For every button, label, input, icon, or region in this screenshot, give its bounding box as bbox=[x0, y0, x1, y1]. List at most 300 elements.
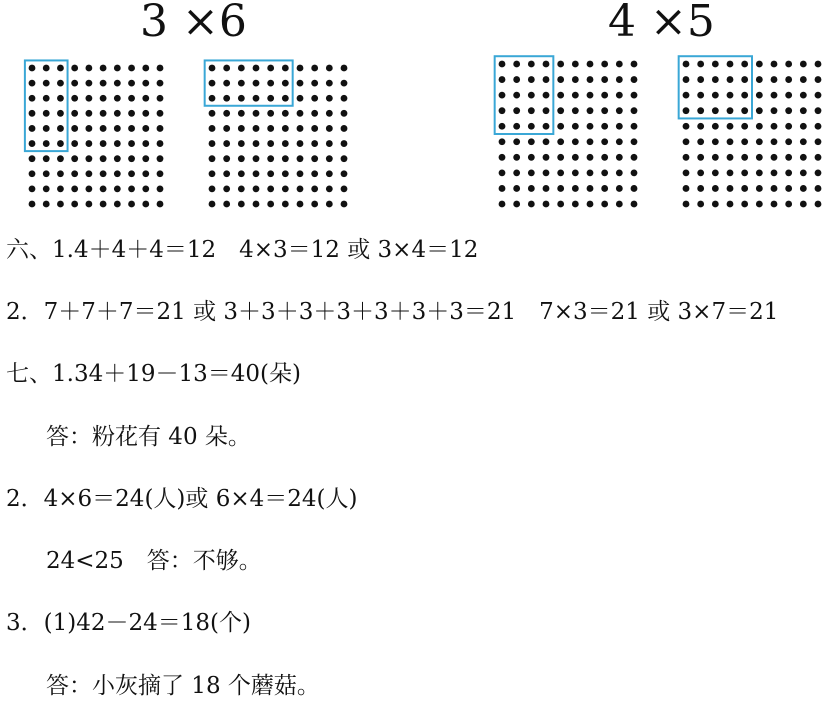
dot bbox=[513, 92, 520, 99]
dot bbox=[712, 138, 719, 145]
dot bbox=[785, 201, 792, 208]
dot bbox=[587, 185, 594, 192]
dot bbox=[100, 110, 107, 117]
dot bbox=[697, 169, 704, 176]
dot bbox=[297, 80, 304, 87]
dot bbox=[616, 76, 623, 83]
dot bbox=[557, 107, 564, 114]
dot bbox=[157, 185, 164, 192]
dot bbox=[557, 76, 564, 83]
dot bbox=[499, 107, 506, 114]
dot bbox=[29, 65, 36, 72]
dot bbox=[785, 92, 792, 99]
dot bbox=[727, 201, 734, 208]
dot bbox=[311, 185, 318, 192]
dot bbox=[499, 169, 506, 176]
dot bbox=[142, 95, 149, 102]
dot bbox=[43, 155, 50, 162]
dot bbox=[741, 185, 748, 192]
dot bbox=[616, 61, 623, 68]
dot bbox=[601, 92, 608, 99]
dot bbox=[29, 80, 36, 87]
dot bbox=[57, 65, 64, 72]
dot bbox=[223, 140, 230, 147]
dot bbox=[543, 185, 550, 192]
dot-array-4x5-columns bbox=[496, 58, 640, 210]
dot bbox=[616, 138, 623, 145]
dot bbox=[683, 169, 690, 176]
dot bbox=[326, 201, 333, 208]
dot bbox=[157, 125, 164, 132]
dot bbox=[43, 95, 50, 102]
dot bbox=[587, 76, 594, 83]
dot bbox=[756, 138, 763, 145]
dot bbox=[727, 185, 734, 192]
dot bbox=[712, 76, 719, 83]
answer-6-2: 2．7＋7＋7＝21 或 3＋3＋3＋3＋3＋3＋3＝21 7×3＝21 或 3×7＝21 bbox=[6, 299, 779, 325]
dot bbox=[756, 154, 763, 161]
dot bbox=[311, 80, 318, 87]
dot bbox=[712, 107, 719, 114]
dot bbox=[727, 138, 734, 145]
dot bbox=[297, 155, 304, 162]
dot bbox=[282, 185, 289, 192]
dot bbox=[616, 92, 623, 99]
dot bbox=[223, 125, 230, 132]
dot bbox=[114, 185, 121, 192]
dot bbox=[572, 185, 579, 192]
dot bbox=[223, 80, 230, 87]
dot bbox=[712, 154, 719, 161]
dot bbox=[209, 110, 216, 117]
dot bbox=[513, 138, 520, 145]
dot bbox=[741, 169, 748, 176]
dot bbox=[543, 92, 550, 99]
dot bbox=[238, 65, 245, 72]
dot bbox=[572, 107, 579, 114]
dot bbox=[616, 201, 623, 208]
dot bbox=[57, 125, 64, 132]
dot bbox=[253, 80, 260, 87]
dot bbox=[513, 76, 520, 83]
dot bbox=[253, 110, 260, 117]
dot bbox=[815, 138, 822, 145]
dot bbox=[771, 201, 778, 208]
dot bbox=[771, 61, 778, 68]
dot bbox=[223, 110, 230, 117]
dot bbox=[209, 140, 216, 147]
dot bbox=[727, 61, 734, 68]
dot bbox=[142, 80, 149, 87]
dot bbox=[114, 155, 121, 162]
dot bbox=[267, 185, 274, 192]
dot bbox=[85, 185, 92, 192]
dot bbox=[128, 170, 135, 177]
dot bbox=[727, 92, 734, 99]
dot bbox=[712, 201, 719, 208]
dot bbox=[29, 125, 36, 132]
dot bbox=[71, 125, 78, 132]
dot bbox=[631, 123, 638, 130]
dot bbox=[157, 110, 164, 117]
dot bbox=[499, 201, 506, 208]
dot bbox=[543, 169, 550, 176]
dot bbox=[142, 65, 149, 72]
dot bbox=[238, 95, 245, 102]
dot bbox=[209, 170, 216, 177]
dot bbox=[253, 201, 260, 208]
dot bbox=[528, 92, 535, 99]
dot bbox=[543, 76, 550, 83]
dot bbox=[142, 155, 149, 162]
dot bbox=[631, 61, 638, 68]
dot bbox=[683, 138, 690, 145]
dot bbox=[57, 95, 64, 102]
dot bbox=[815, 169, 822, 176]
dot bbox=[601, 185, 608, 192]
dot bbox=[499, 138, 506, 145]
dot bbox=[157, 201, 164, 208]
dot bbox=[297, 125, 304, 132]
dot bbox=[29, 95, 36, 102]
dot bbox=[557, 61, 564, 68]
dot bbox=[43, 201, 50, 208]
dot bbox=[85, 110, 92, 117]
dot-array-4x5-rows bbox=[680, 58, 824, 210]
dot bbox=[513, 154, 520, 161]
dot bbox=[311, 125, 318, 132]
dot bbox=[209, 125, 216, 132]
dot bbox=[282, 140, 289, 147]
dot bbox=[223, 95, 230, 102]
answer-7-2: 2．4×6＝24(人)或 6×4＝24(人) bbox=[6, 486, 358, 512]
dot bbox=[631, 92, 638, 99]
dot bbox=[57, 201, 64, 208]
dot bbox=[267, 110, 274, 117]
dot bbox=[100, 170, 107, 177]
dot bbox=[771, 138, 778, 145]
dot bbox=[631, 76, 638, 83]
answer-7-3: 3．(1)42－24＝18(个) bbox=[6, 610, 251, 636]
dot bbox=[100, 185, 107, 192]
dot bbox=[499, 92, 506, 99]
dot bbox=[238, 155, 245, 162]
dot bbox=[311, 140, 318, 147]
dot bbox=[267, 201, 274, 208]
dot bbox=[557, 123, 564, 130]
dot bbox=[326, 185, 333, 192]
dot bbox=[587, 154, 594, 161]
dot bbox=[727, 169, 734, 176]
answer-7-2-reply: 24<25 答：不够。 bbox=[46, 548, 262, 574]
dot bbox=[631, 107, 638, 114]
dot bbox=[727, 154, 734, 161]
dot bbox=[114, 125, 121, 132]
dot bbox=[57, 140, 64, 147]
dot bbox=[282, 155, 289, 162]
dot bbox=[572, 76, 579, 83]
dot bbox=[741, 138, 748, 145]
dot bbox=[100, 201, 107, 208]
dot bbox=[253, 170, 260, 177]
dot bbox=[311, 201, 318, 208]
dot bbox=[543, 154, 550, 161]
dot bbox=[785, 185, 792, 192]
dot bbox=[100, 140, 107, 147]
dot bbox=[683, 107, 690, 114]
dot bbox=[238, 80, 245, 87]
dot bbox=[341, 185, 348, 192]
dot bbox=[528, 76, 535, 83]
dot bbox=[727, 123, 734, 130]
dot bbox=[741, 123, 748, 130]
dot bbox=[572, 201, 579, 208]
dot bbox=[29, 170, 36, 177]
dot bbox=[513, 201, 520, 208]
dot bbox=[528, 107, 535, 114]
dot bbox=[341, 110, 348, 117]
dot bbox=[771, 107, 778, 114]
dot bbox=[528, 154, 535, 161]
dot bbox=[601, 169, 608, 176]
dot bbox=[697, 76, 704, 83]
dot bbox=[815, 92, 822, 99]
highlight-box bbox=[205, 60, 293, 105]
answer-6-1: 六、1.4＋4＋4＝12 4×3＝12 或 3×4＝12 bbox=[6, 237, 479, 263]
dot bbox=[572, 138, 579, 145]
dot bbox=[771, 185, 778, 192]
dot bbox=[297, 185, 304, 192]
dot bbox=[238, 185, 245, 192]
dot bbox=[341, 80, 348, 87]
dot bbox=[326, 125, 333, 132]
dot bbox=[253, 95, 260, 102]
dot bbox=[253, 65, 260, 72]
dot bbox=[712, 61, 719, 68]
dot bbox=[128, 65, 135, 72]
dot bbox=[267, 125, 274, 132]
dot bbox=[587, 123, 594, 130]
dot bbox=[543, 107, 550, 114]
dot bbox=[311, 110, 318, 117]
dot bbox=[697, 201, 704, 208]
dot bbox=[267, 95, 274, 102]
dot bbox=[513, 107, 520, 114]
dot bbox=[543, 201, 550, 208]
dot bbox=[223, 201, 230, 208]
dot bbox=[282, 201, 289, 208]
dot bbox=[756, 185, 763, 192]
dot bbox=[85, 201, 92, 208]
dot bbox=[128, 95, 135, 102]
dot bbox=[815, 185, 822, 192]
dot bbox=[311, 65, 318, 72]
dot bbox=[85, 140, 92, 147]
dot bbox=[741, 154, 748, 161]
dot bbox=[297, 201, 304, 208]
dot bbox=[157, 65, 164, 72]
dot bbox=[631, 185, 638, 192]
dot bbox=[741, 201, 748, 208]
dot bbox=[631, 154, 638, 161]
dot bbox=[311, 170, 318, 177]
dot bbox=[601, 76, 608, 83]
dot bbox=[71, 201, 78, 208]
dot bbox=[71, 65, 78, 72]
dot bbox=[683, 154, 690, 161]
dot bbox=[587, 92, 594, 99]
dot bbox=[785, 154, 792, 161]
dot bbox=[756, 76, 763, 83]
dot bbox=[756, 169, 763, 176]
dot bbox=[785, 123, 792, 130]
dot bbox=[223, 155, 230, 162]
dot bbox=[631, 201, 638, 208]
dot bbox=[601, 107, 608, 114]
dot bbox=[513, 61, 520, 68]
dot bbox=[157, 95, 164, 102]
dot bbox=[528, 61, 535, 68]
dot bbox=[71, 170, 78, 177]
dot bbox=[100, 80, 107, 87]
dot bbox=[341, 155, 348, 162]
dot bbox=[128, 125, 135, 132]
dot bbox=[499, 123, 506, 130]
dot bbox=[800, 201, 807, 208]
dot bbox=[601, 154, 608, 161]
dot bbox=[712, 92, 719, 99]
dot bbox=[771, 76, 778, 83]
dot bbox=[499, 154, 506, 161]
dot bbox=[71, 110, 78, 117]
dot bbox=[297, 110, 304, 117]
dot bbox=[683, 201, 690, 208]
dot bbox=[238, 170, 245, 177]
dot bbox=[43, 170, 50, 177]
dot bbox=[100, 65, 107, 72]
dot bbox=[142, 110, 149, 117]
dot bbox=[528, 201, 535, 208]
dot bbox=[815, 154, 822, 161]
dot bbox=[557, 154, 564, 161]
dot bbox=[528, 138, 535, 145]
dot bbox=[341, 170, 348, 177]
dot bbox=[631, 169, 638, 176]
dot bbox=[326, 95, 333, 102]
dot bbox=[128, 110, 135, 117]
dot bbox=[157, 155, 164, 162]
dot bbox=[543, 61, 550, 68]
dot bbox=[100, 155, 107, 162]
answer-7-1: 七、1.34＋19－13＝40(朵) bbox=[6, 361, 301, 387]
dot bbox=[114, 80, 121, 87]
dot bbox=[683, 185, 690, 192]
dot bbox=[800, 61, 807, 68]
dot bbox=[43, 125, 50, 132]
dot bbox=[223, 170, 230, 177]
dot bbox=[238, 201, 245, 208]
dot bbox=[528, 185, 535, 192]
dot bbox=[142, 201, 149, 208]
dot bbox=[572, 123, 579, 130]
dot bbox=[209, 95, 216, 102]
dot bbox=[282, 65, 289, 72]
dot bbox=[57, 170, 64, 177]
dot bbox=[741, 76, 748, 83]
dot bbox=[712, 169, 719, 176]
dot bbox=[528, 123, 535, 130]
dot bbox=[29, 110, 36, 117]
dot bbox=[815, 76, 822, 83]
highlight-box bbox=[25, 60, 68, 151]
dot bbox=[341, 125, 348, 132]
dot bbox=[100, 95, 107, 102]
dot bbox=[528, 169, 535, 176]
dot bbox=[267, 155, 274, 162]
dot bbox=[697, 154, 704, 161]
dot bbox=[683, 123, 690, 130]
dot bbox=[71, 155, 78, 162]
dot bbox=[616, 169, 623, 176]
dot bbox=[771, 169, 778, 176]
dot bbox=[712, 185, 719, 192]
dot bbox=[513, 123, 520, 130]
dot bbox=[209, 155, 216, 162]
dot bbox=[341, 65, 348, 72]
dot bbox=[157, 80, 164, 87]
dot bbox=[29, 155, 36, 162]
dot bbox=[601, 61, 608, 68]
dot bbox=[128, 80, 135, 87]
dot bbox=[697, 61, 704, 68]
dot bbox=[267, 170, 274, 177]
dot bbox=[616, 123, 623, 130]
dot bbox=[253, 155, 260, 162]
dot bbox=[587, 169, 594, 176]
dot bbox=[71, 80, 78, 87]
dot bbox=[727, 76, 734, 83]
dot bbox=[157, 140, 164, 147]
dot bbox=[572, 154, 579, 161]
dot bbox=[57, 185, 64, 192]
dot bbox=[238, 140, 245, 147]
dot bbox=[815, 123, 822, 130]
dot bbox=[71, 140, 78, 147]
dot bbox=[572, 169, 579, 176]
dot bbox=[85, 155, 92, 162]
dot bbox=[815, 107, 822, 114]
dot bbox=[85, 95, 92, 102]
dot bbox=[741, 61, 748, 68]
dot bbox=[741, 92, 748, 99]
group-title-4x5: 4 ×5 bbox=[608, 0, 715, 47]
dot bbox=[616, 154, 623, 161]
dot bbox=[297, 140, 304, 147]
dot bbox=[209, 80, 216, 87]
dot bbox=[712, 123, 719, 130]
dot bbox=[587, 138, 594, 145]
dot bbox=[341, 201, 348, 208]
dot bbox=[85, 80, 92, 87]
dot bbox=[785, 107, 792, 114]
dot bbox=[267, 65, 274, 72]
dot bbox=[238, 110, 245, 117]
dot bbox=[114, 170, 121, 177]
dot bbox=[282, 170, 289, 177]
dot bbox=[756, 201, 763, 208]
dot bbox=[557, 169, 564, 176]
dot bbox=[57, 80, 64, 87]
